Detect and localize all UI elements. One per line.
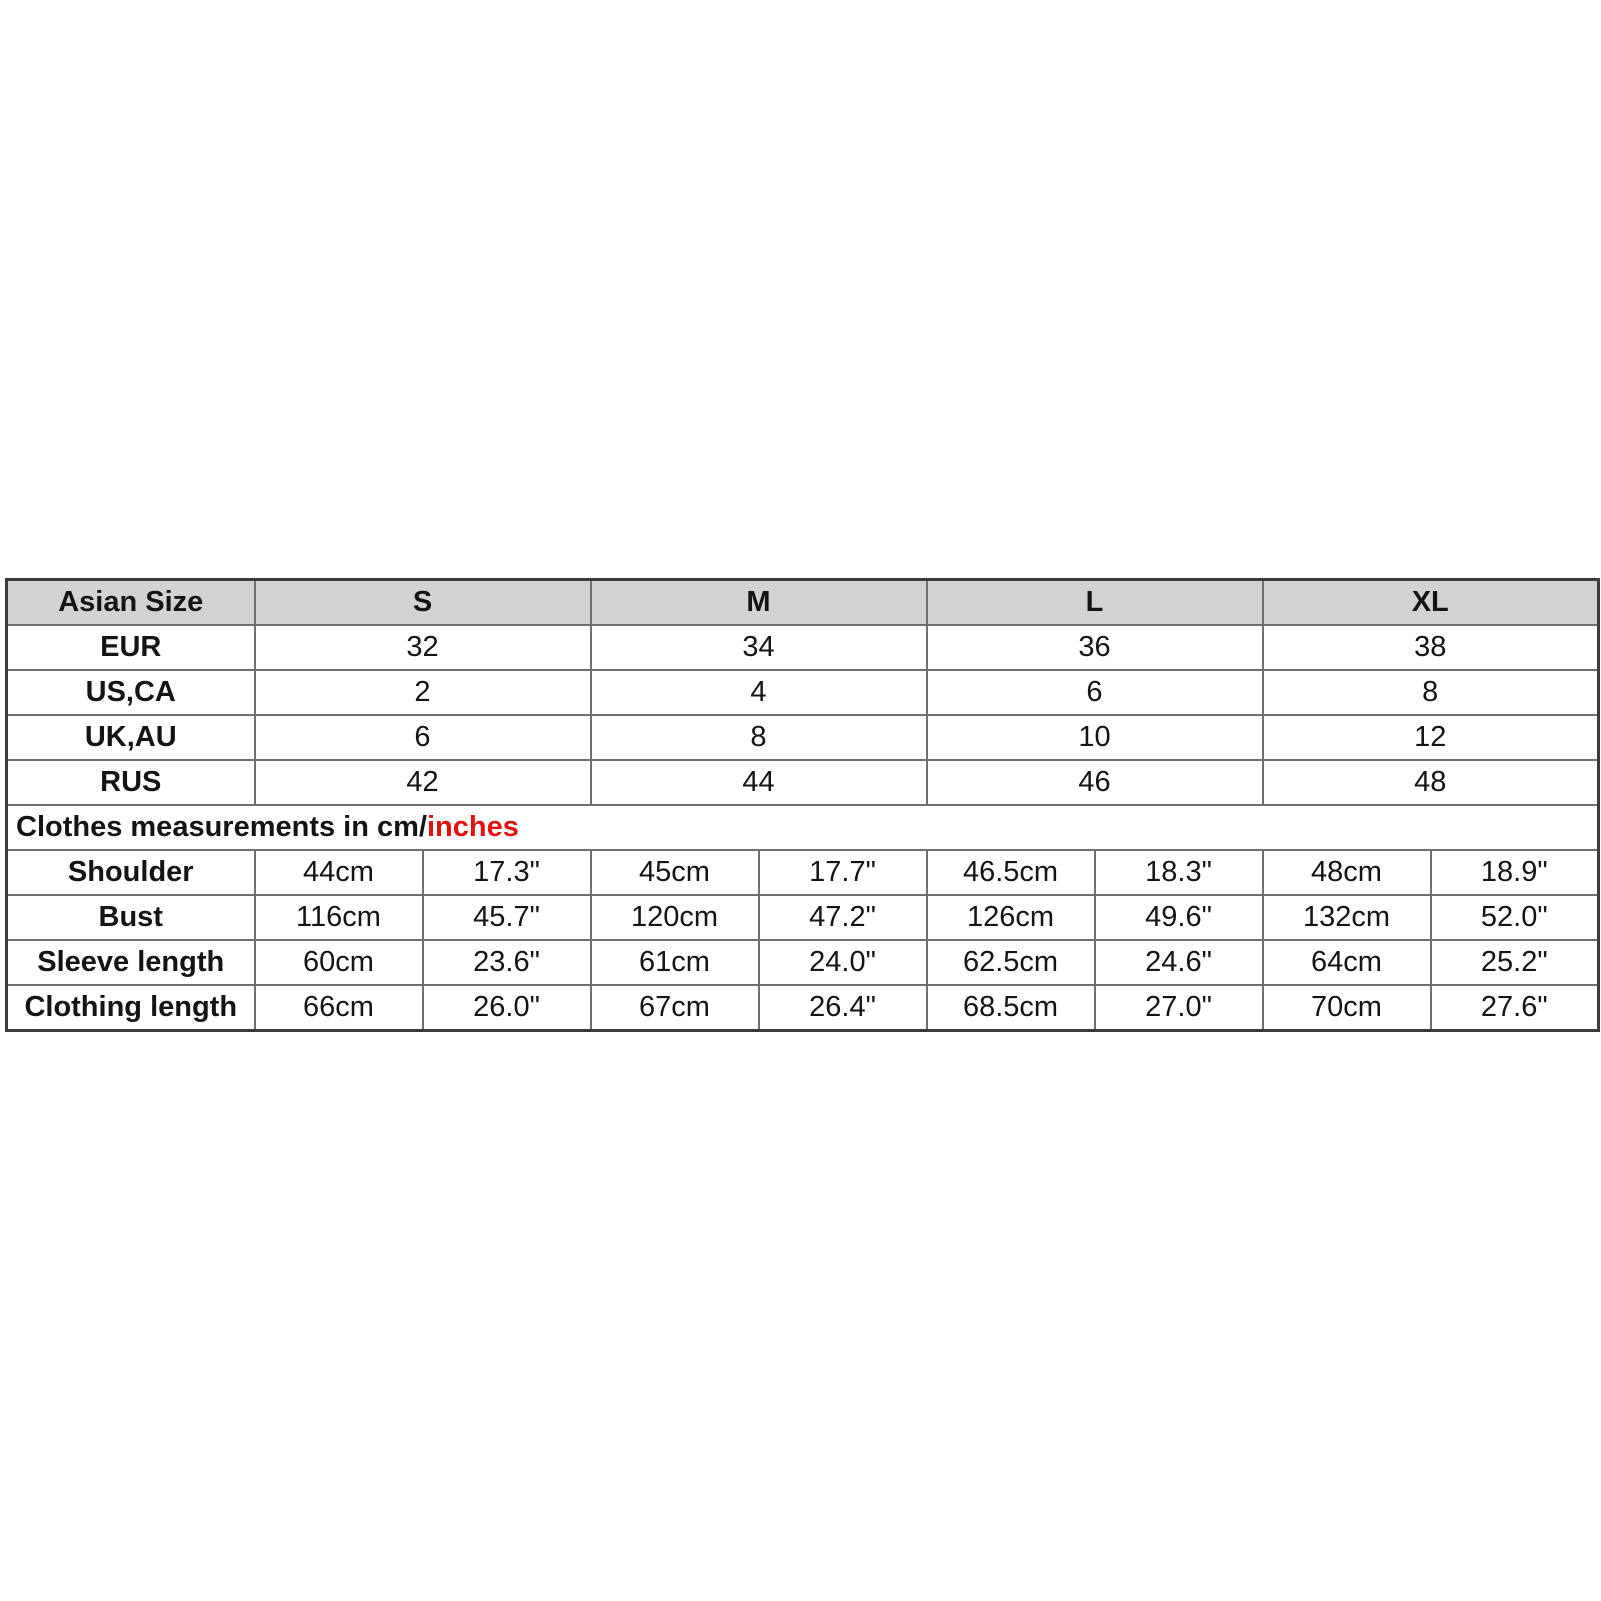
cm-value-cell: 62.5cm [927, 940, 1095, 985]
header-size-s: S [255, 580, 591, 626]
cm-value-cell: 132cm [1263, 895, 1431, 940]
size-row-us-ca [7, 670, 1599, 715]
cm-value-cell: 44cm [255, 850, 423, 895]
size-value-cell: 6 [927, 670, 1263, 715]
row-label: UK,AU [7, 715, 255, 760]
size-header-row [7, 580, 1599, 626]
cm-value-cell: 120cm [591, 895, 759, 940]
header-size-l: L [927, 580, 1263, 626]
row-label: Clothing length [7, 985, 255, 1031]
cm-value-cell: 61cm [591, 940, 759, 985]
inch-value-cell: 45.7" [423, 895, 591, 940]
size-value-cell: 38 [1263, 625, 1599, 670]
inch-value-cell: 18.3" [1095, 850, 1263, 895]
size-row-eur [7, 625, 1599, 670]
header-size-m: M [591, 580, 927, 626]
size-value-cell: 32 [255, 625, 591, 670]
size-value-cell: 44 [591, 760, 927, 805]
cm-value-cell: 66cm [255, 985, 423, 1031]
cm-value-cell: 67cm [591, 985, 759, 1031]
cm-value-cell: 46.5cm [927, 850, 1095, 895]
size-value-cell: 34 [591, 625, 927, 670]
cm-value-cell: 48cm [1263, 850, 1431, 895]
size-value-cell: 6 [255, 715, 591, 760]
cm-value-cell: 116cm [255, 895, 423, 940]
size-value-cell: 48 [1263, 760, 1599, 805]
inch-value-cell: 18.9" [1431, 850, 1599, 895]
measure-row-sleeve-length [7, 940, 1599, 985]
section-title-red: inches [426, 811, 519, 843]
inch-value-cell: 24.6" [1095, 940, 1263, 985]
size-value-cell: 10 [927, 715, 1263, 760]
inch-value-cell: 23.6" [423, 940, 591, 985]
size-value-cell: 8 [1263, 670, 1599, 715]
size-value-cell: 36 [927, 625, 1263, 670]
row-label: RUS [7, 760, 255, 805]
size-row-rus [7, 760, 1599, 805]
size-value-cell: 2 [255, 670, 591, 715]
cm-value-cell: 126cm [927, 895, 1095, 940]
inch-value-cell: 26.0" [423, 985, 591, 1031]
section-title-row [7, 805, 1599, 850]
size-value-cell: 42 [255, 760, 591, 805]
measure-row-bust [7, 895, 1599, 940]
cm-value-cell: 45cm [591, 850, 759, 895]
inch-value-cell: 47.2" [759, 895, 927, 940]
size-row-uk-au [7, 715, 1599, 760]
measure-row-clothing-length [7, 985, 1599, 1031]
section-title-cell [7, 805, 1599, 850]
size-value-cell: 12 [1263, 715, 1599, 760]
row-label: EUR [7, 625, 255, 670]
cm-value-cell: 60cm [255, 940, 423, 985]
row-label: US,CA [7, 670, 255, 715]
size-value-cell: 4 [591, 670, 927, 715]
inch-value-cell: 27.0" [1095, 985, 1263, 1031]
row-label: Sleeve length [7, 940, 255, 985]
cm-value-cell: 68.5cm [927, 985, 1095, 1031]
measure-row-shoulder [7, 850, 1599, 895]
size-value-cell: 8 [591, 715, 927, 760]
row-label: Bust [7, 895, 255, 940]
inch-value-cell: 25.2" [1431, 940, 1599, 985]
inch-value-cell: 52.0" [1431, 895, 1599, 940]
size-value-cell: 46 [927, 760, 1263, 805]
size-chart-table [5, 578, 1600, 1032]
inch-value-cell: 26.4" [759, 985, 927, 1031]
cm-value-cell: 64cm [1263, 940, 1431, 985]
inch-value-cell: 27.6" [1431, 985, 1599, 1031]
row-label: Shoulder [7, 850, 255, 895]
inch-value-cell: 24.0" [759, 940, 927, 985]
header-size-xl: XL [1263, 580, 1599, 626]
header-label-asian-size: Asian Size [7, 580, 255, 626]
inch-value-cell: 17.7" [759, 850, 927, 895]
section-title-black: Clothes measurements in cm/ [16, 811, 427, 843]
cm-value-cell: 70cm [1263, 985, 1431, 1031]
inch-value-cell: 49.6" [1095, 895, 1263, 940]
inch-value-cell: 17.3" [423, 850, 591, 895]
